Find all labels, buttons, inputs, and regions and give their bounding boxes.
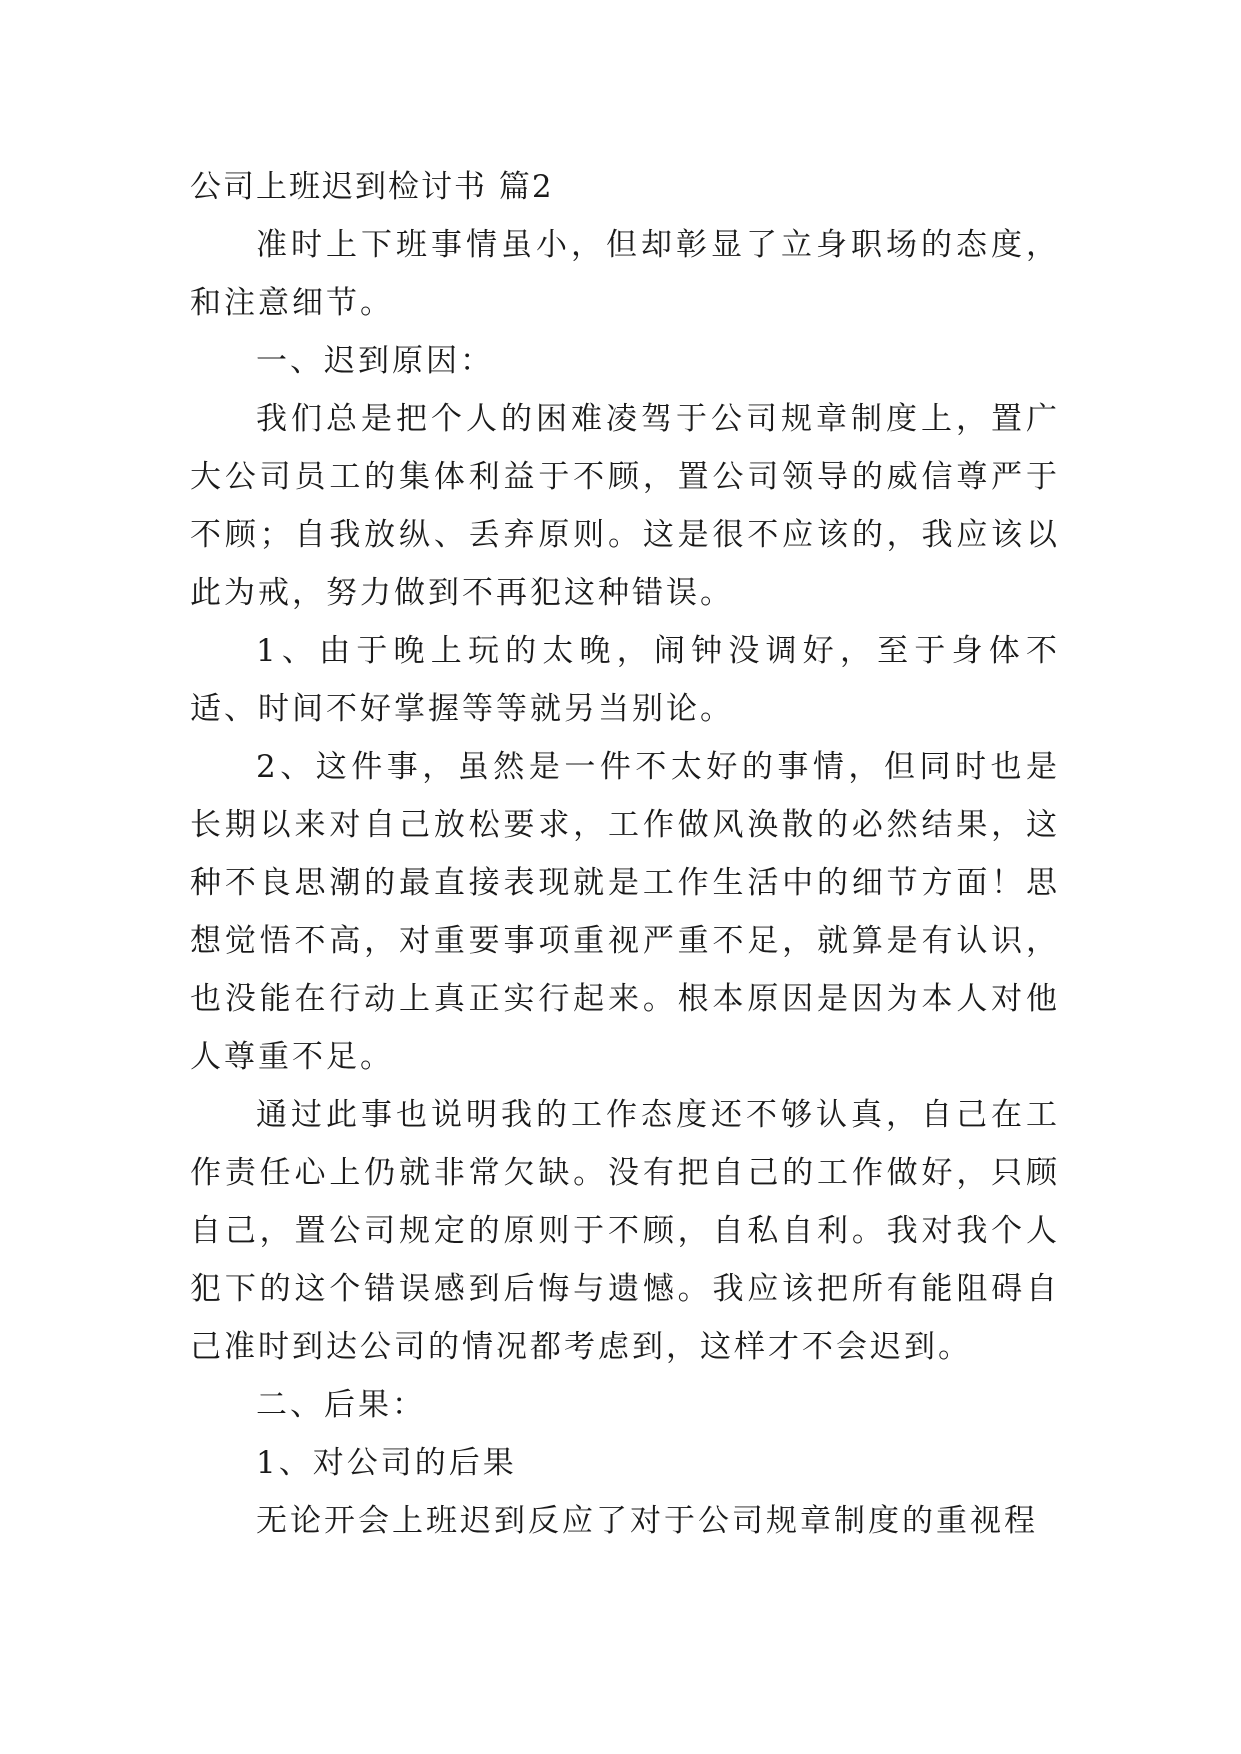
list-item-reason-2: 2、这件事，虽然是一件不太好的事情，但同时也是长期以来对自己放松要求，工作做风涣散的必然结果，这种不良思潮的最直接表现就是工作生活中的细节方面！思想觉悟不高，对重要事项重视严重不足，就算是有认识，也没能在行动上真正实行起来。根本原因是因为本人对他人尊重不足。 xyxy=(190,749,1060,1075)
paragraph-company-consequences: 无论开会上班迟到反应了对于公司规章制度的重视程 xyxy=(256,1503,1038,1539)
paragraph-reasons: 我们总是把个人的困难凌驾于公司规章制度上，置广大公司员工的集体利益于不顾，置公司领导的威信尊严于不顾；自我放纵、丢弃原则。这是很不应该的，我应该以此为戒，努力做到不再犯这种错误。 xyxy=(190,401,1060,611)
paragraph-attitude: 通过此事也说明我的工作态度还不够认真，自己在工作责任心上仍就非常欠缺。没有把自己的工作做好，只顾自己，置公司规定的原则于不顾，自私自利。我对我个人犯下的这个错误感到后悔与遗憾。我应该把所有能阻碍自己准时到达公司的情况都考虑到，这样才不会迟到。 xyxy=(190,1097,1060,1365)
list-item-reason-1: 1、由于晚上玩的太晚，闹钟没调好，至于身体不适、时间不好掌握等等就另当别论。 xyxy=(190,633,1060,727)
paragraph-intro: 准时上下班事情虽小，但却彰显了立身职场的态度，和注意细节。 xyxy=(190,227,1060,321)
subheading-company-consequences: 1、对公司的后果 xyxy=(256,1445,517,1481)
document-title: 公司上班迟到检讨书 篇2 xyxy=(190,169,554,205)
section-heading-reasons: 一、迟到原因： xyxy=(256,343,494,379)
section-heading-consequences: 二、后果： xyxy=(256,1387,426,1423)
document-body xyxy=(190,158,1060,1550)
